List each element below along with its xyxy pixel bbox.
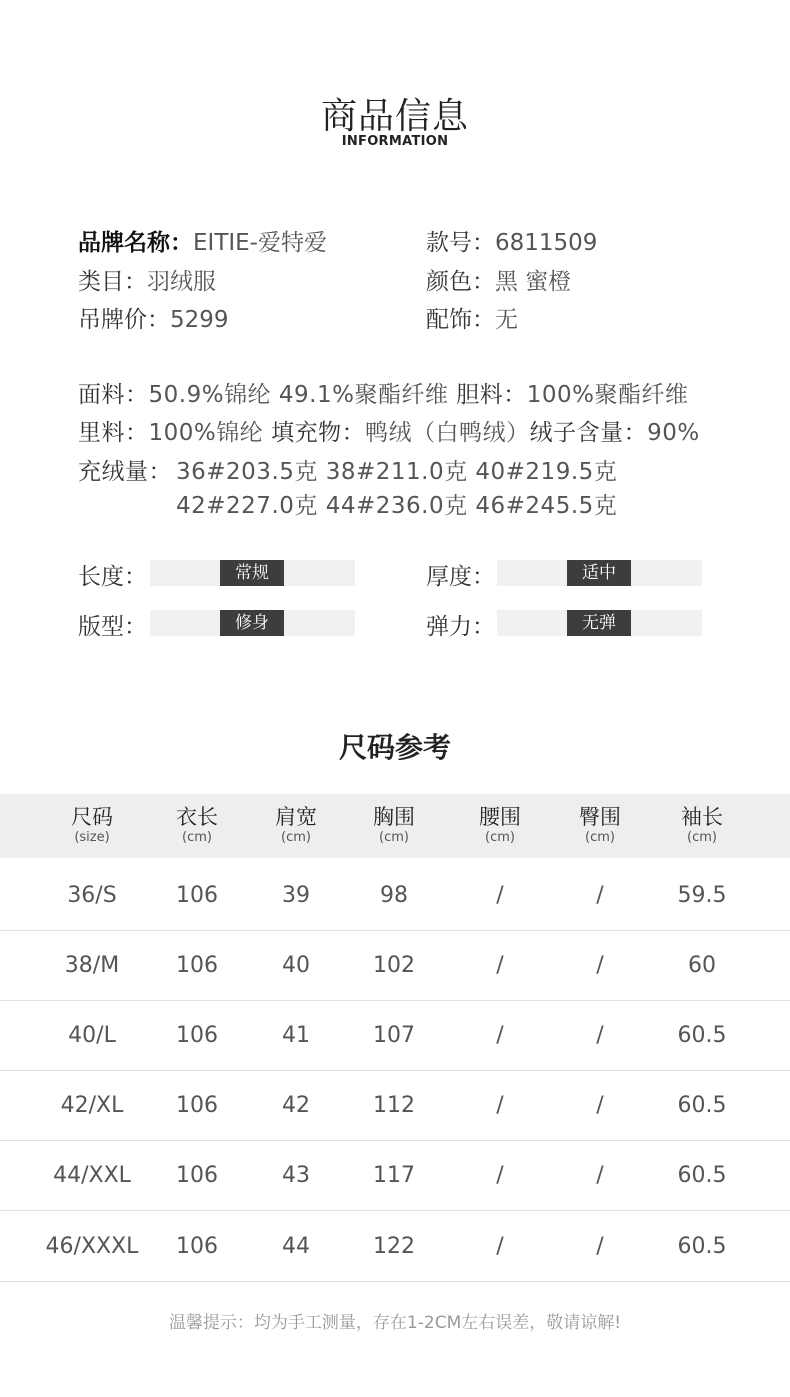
table-cell: 117	[373, 1163, 415, 1188]
table-row	[0, 1070, 790, 1141]
table-cell: /	[496, 953, 504, 978]
table-row	[0, 1000, 790, 1071]
length-value-tag: 常规	[220, 560, 284, 586]
table-cell: 39	[282, 883, 310, 908]
accessory-label: 配饰：	[426, 307, 495, 333]
lining-label: 里料：	[78, 420, 149, 446]
accessory-value: 无	[495, 307, 518, 333]
table-cell: 102	[373, 953, 415, 978]
price-row	[78, 301, 229, 334]
category-label: 类目：	[78, 269, 147, 295]
table-cell: 112	[373, 1093, 415, 1118]
size-table-header	[0, 794, 790, 858]
table-cell: 60.5	[677, 1023, 727, 1048]
table-cell: 40/L	[68, 1023, 116, 1048]
table-cell: /	[496, 1093, 504, 1118]
down-content-value: 90%	[647, 420, 700, 446]
fabric-row	[78, 376, 689, 409]
style-label: 款号：	[426, 230, 495, 256]
fit-value-tag: 修身	[220, 610, 284, 636]
header-cell: 袖长 (cm)	[681, 805, 723, 845]
brand-value: EITIE-爱特爱	[193, 230, 327, 256]
table-cell: 106	[176, 1234, 218, 1259]
category-row	[78, 263, 216, 296]
table-cell: 98	[380, 883, 408, 908]
header-cell: 尺码 (size)	[71, 805, 113, 845]
accessory-row	[426, 301, 518, 334]
fill-weight-label: 充绒量：	[78, 459, 172, 485]
fit-scale	[150, 610, 355, 636]
table-cell: 59.5	[677, 883, 727, 908]
elasticity-label: 弹力：	[426, 614, 495, 640]
price-value: 5299	[170, 307, 229, 333]
table-cell: /	[596, 1234, 604, 1259]
thickness-scale	[497, 560, 702, 586]
fill-weight-line-1: 36#203.5克 38#211.0克 40#219.5克	[176, 459, 618, 485]
filling-label: 填充物：	[271, 420, 366, 446]
filling-value: 鸭绒（白鸭绒）	[365, 420, 530, 446]
color-label: 颜色：	[426, 269, 495, 295]
header-cell: 肩宽 (cm)	[275, 805, 317, 845]
table-cell: 106	[176, 953, 218, 978]
table-cell: 60.5	[677, 1163, 727, 1188]
table-row	[0, 1211, 790, 1282]
table-cell: /	[596, 1163, 604, 1188]
table-cell: 60.5	[677, 1093, 727, 1118]
table-row	[0, 860, 790, 931]
page-title: 商品信息	[320, 96, 469, 137]
table-cell: 40	[282, 953, 310, 978]
header-cell: 衣长 (cm)	[176, 805, 218, 845]
style-value: 6811509	[495, 230, 598, 256]
thickness-label: 厚度：	[426, 564, 495, 590]
lining-row	[78, 414, 700, 447]
table-cell: 43	[282, 1163, 310, 1188]
table-row	[0, 1140, 790, 1211]
table-cell: 60.5	[677, 1234, 727, 1259]
table-cell: 44/XXL	[53, 1163, 131, 1188]
table-cell: /	[496, 883, 504, 908]
table-cell: 42	[282, 1093, 310, 1118]
table-cell: /	[496, 1023, 504, 1048]
bladder-label: 胆料：	[456, 382, 527, 408]
fabric-value: 50.9%锦纶 49.1%聚酯纤维	[148, 382, 449, 408]
style-row	[426, 224, 597, 257]
table-cell: /	[496, 1234, 504, 1259]
table-cell: 106	[176, 1023, 218, 1048]
table-cell: /	[596, 883, 604, 908]
table-cell: /	[596, 1023, 604, 1048]
table-cell: 122	[373, 1234, 415, 1259]
table-cell: 106	[176, 1163, 218, 1188]
color-row	[426, 263, 571, 296]
table-cell: 42/XL	[60, 1093, 124, 1118]
table-cell: 38/M	[64, 953, 120, 978]
bladder-value: 100%聚酯纤维	[526, 382, 689, 408]
fabric-label: 面料：	[78, 382, 149, 408]
table-cell: /	[496, 1163, 504, 1188]
thickness-value-tag: 适中	[567, 560, 631, 586]
table-cell: 46/XXXL	[45, 1234, 139, 1259]
table-cell: 60	[688, 953, 716, 978]
fill-weight-line-2: 42#227.0克 44#236.0克 46#245.5克	[176, 493, 618, 519]
brand-label: 品牌名称：	[78, 230, 193, 256]
table-cell: 36/S	[67, 883, 117, 908]
size-chart-title: 尺码参考	[338, 731, 451, 764]
brand-row	[78, 224, 327, 257]
table-cell: 106	[176, 883, 218, 908]
lining-value: 100%锦纶	[148, 420, 264, 446]
length-label: 长度：	[78, 564, 147, 590]
header-cell: 胸围 (cm)	[373, 805, 415, 845]
category-value: 羽绒服	[147, 269, 216, 295]
table-cell: /	[596, 1093, 604, 1118]
fit-label: 版型：	[78, 614, 147, 640]
elasticity-scale	[497, 610, 702, 636]
measurement-note: 温馨提示：均为手工测量，存在1-2CM左右误差，敬请谅解!	[168, 1313, 622, 1333]
page-subtitle: INFORMATION	[341, 134, 449, 149]
header-cell: 臀围 (cm)	[579, 805, 621, 845]
table-cell: 44	[282, 1234, 310, 1259]
price-label: 吊牌价：	[78, 307, 170, 333]
table-row	[0, 930, 790, 1001]
length-scale	[150, 560, 355, 586]
table-cell: 106	[176, 1093, 218, 1118]
table-cell: /	[596, 953, 604, 978]
header-cell: 腰围 (cm)	[479, 805, 521, 845]
color-value: 黑 蜜橙	[495, 269, 572, 295]
down-content-label: 绒子含量：	[529, 420, 648, 446]
table-cell: 107	[373, 1023, 415, 1048]
elasticity-value-tag: 无弹	[567, 610, 631, 636]
table-cell: 41	[282, 1023, 310, 1048]
